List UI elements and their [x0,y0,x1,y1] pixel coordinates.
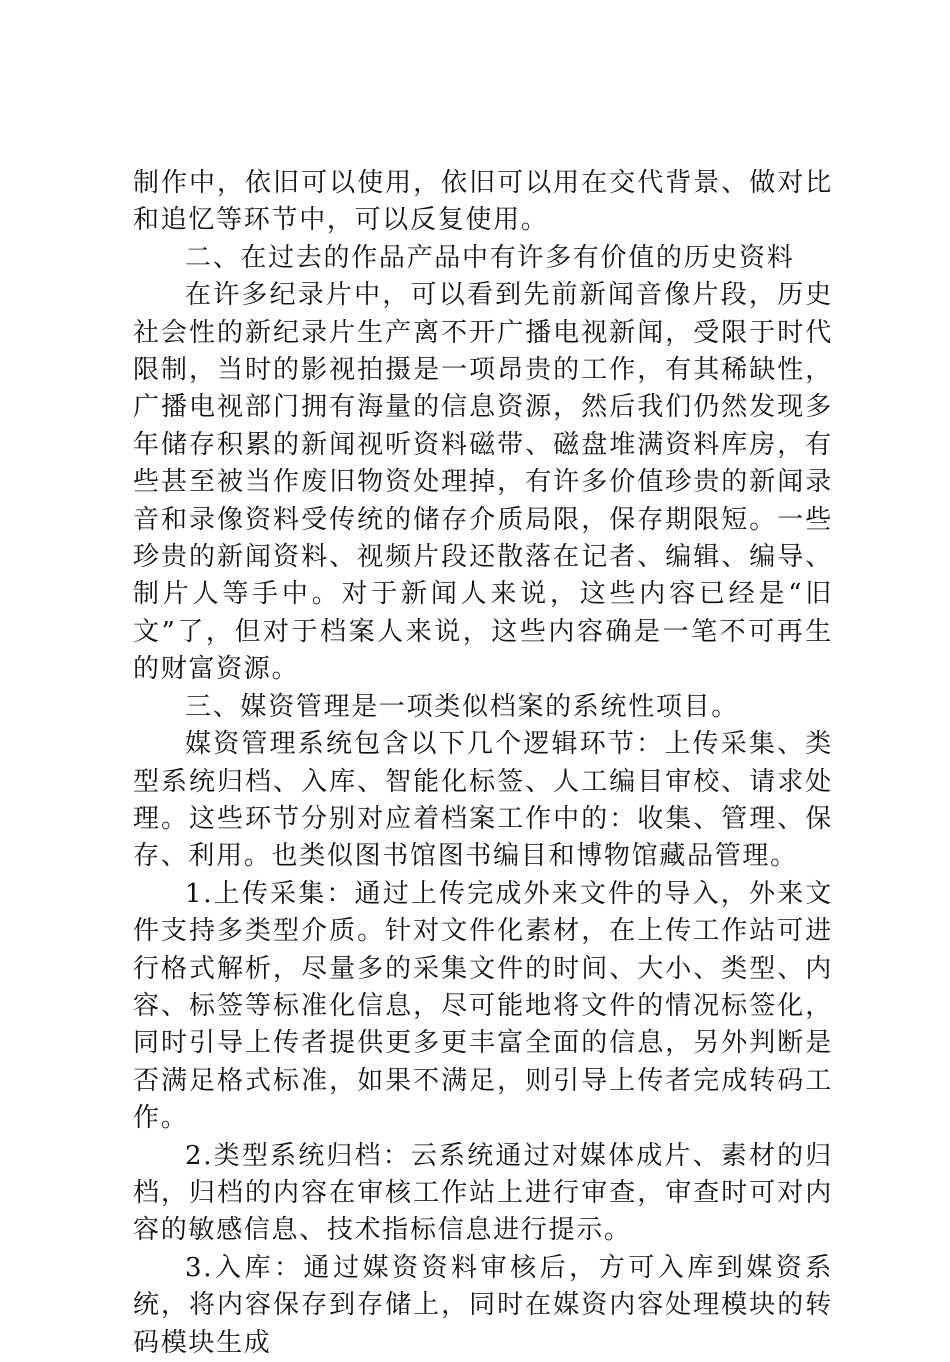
document-body [133,165,833,1362]
paragraph-system-overview: 媒资管理系统包含以下几个逻辑环节：上传采集、类型系统归档、入库、智能化标签、人工编目审校、请求处理。这些环节分别对应着档案工作中的：收集、管理、保存、利用。也类似图书馆图书编目和博物馆藏品管理。 [133,729,833,872]
section-heading-3: 三、媒资管理是一项类似档案的系统性项目。 [185,691,740,722]
paragraph-historical-materials: 在许多纪录片中，可以看到先前新闻音像片段，历史社会性的新纪录片生产离不开广播电视新闻，受限于时代限制，当时的影视拍摄是一项昂贵的工作，有其稀缺性，广播电视部门拥有海量的信息资源，然后我们仍然发现多年储存积累的新闻视听资料磁带、磁盘堆满资料库房，有些甚至被当作废旧物资处理掉，有许多价值珍贵的新闻录音和录像资料受传统的储存介质局限，保存期限短。一些珍贵的新闻资料、视频片段还散落在记者、编辑、编导、制片人等手中。对于新闻人来说，这些内容已经是“旧文”了，但对于档案人来说，这些内容确是一笔不可再生的财富资源。 [133,280,833,685]
list-item-upload-collection: 1.上传采集：通过上传完成外来文件的导入，外来文件支持多类型介质。针对文件化素材，在上传工作站可进行格式解析，尽量多的采集文件的时间、大小、类型、内容、标签等标准化信息，尽可能地将文件的情况标签化，同时引导上传者提供更多更丰富全面的信息，另外判断是否满足格式标准，如果不满足，则引导上传者完成转码工作。 [133,878,833,1134]
paragraph-continuation: 制作中，依旧可以使用，依旧可以用在交代背景、做对比和追忆等环节中，可以反复使用。 [133,168,833,236]
section-heading-2: 二、在过去的作品产品中有许多有价值的历史资料 [185,242,795,273]
list-item-type-archiving: 2.类型系统归档：云系统通过对媒体成片、素材的归档，归档的内容在审核工作站上进行审查，审查时可对内容的敏感信息、技术指标信息进行提示。 [133,1140,833,1246]
list-item-warehousing: 3.入库：通过媒资资料审核后，方可入库到媒资系统，将内容保存到存储上，同时在媒资内容处理模块的转码模块生成 [133,1252,833,1358]
